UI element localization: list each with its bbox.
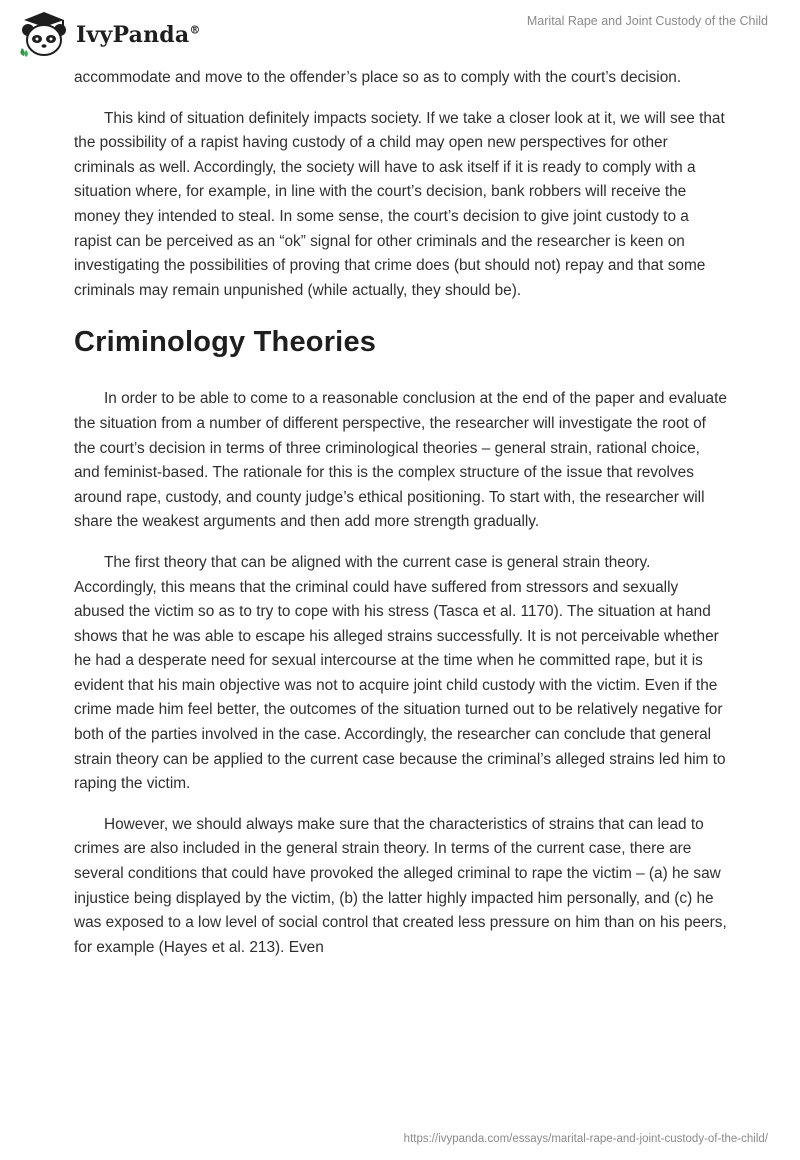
essay-body [74,66,728,960]
paragraph: In order to be able to come to a reasonable conclusion at the end of the paper and evaluate the situation from a number of different perspective, the researcher will investigate the root of the court’s decision in terms of three criminological theories – general strain, rational choice, and feminist-based. The rationale for this is the complex structure of the issue that revolves around rape, custody, and county judge’s ethical positioning. To start with, the researcher will share the weakest arguments and then add more strength gradually. [74,390,727,531]
paragraph: The first theory that can be aligned with the current case is general strain theory. Accordingly, this means that the criminal could have suffered from stressors and sexually abused the victim so as to try to cope with his stress (Tasca et al. 1170). The situation at hand shows that he was able to escape his alleged strains successfully. It is not perceivable whether he had a desperate need for sexual intercourse at the time when he committed rape, but it is evident that his main objective was not to acquire joint child custody with the victim. Even if the crime made him feel better, the outcomes of the situation turned out to be relatively negative for both of the parties involved in the case. Accordingly, the researcher can conclude that general strain theory can be applied to the current case because the criminal’s alleged strains led him to raping the victim. [74,553,726,793]
panda-graduate-icon [14,8,70,58]
paragraph: This kind of situation definitely impacts society. If we take a closer look at it, we will see that the possibility of a rapist having custody of a child may open new perspectives for other criminals as well. Accordingly, the society will have to ask itself if it is ready to comply with a situation where, for example, in line with the court’s decision, bank robbers will receive the money they intended to steal. In some sense, the court’s decision to give joint custody to a rapist can be perceived as an “ok” signal for other criminals and the researcher is keen on investigating the possibilities of proving that crime does (but should not) repay and that some criminals may remain unpunished (while actually, they should be). [74,109,725,299]
document-title: Marital Rape and Joint Custody of the Child [526,14,768,28]
brand-name: IvyPanda® [76,22,201,48]
paragraph-continued: accommodate and move to the offender’s place so as to comply with the court’s decision. [74,69,682,86]
paragraph: However, we should always make sure that the characteristics of strains that can lead to crimes are also included in the general strain theory. In terms of the current case, there are several conditions that could have provoked the alleged criminal to rape the victim – (a) he saw injustice being displayed by the victim, (b) the latter highly impacted him personally, and (c) he was exposed to a low level of social control that created less pressure on him than on his peers, for example (Hayes et al. 213). Even [74,815,727,956]
source-url[interactable]: https://ivypanda.com/essays/marital-rape-and-joint-custody-of-the-child/ [403,1133,768,1145]
ivypanda-logo[interactable] [14,8,201,58]
section-heading: Criminology Theories [74,326,377,359]
page-header [0,0,800,70]
